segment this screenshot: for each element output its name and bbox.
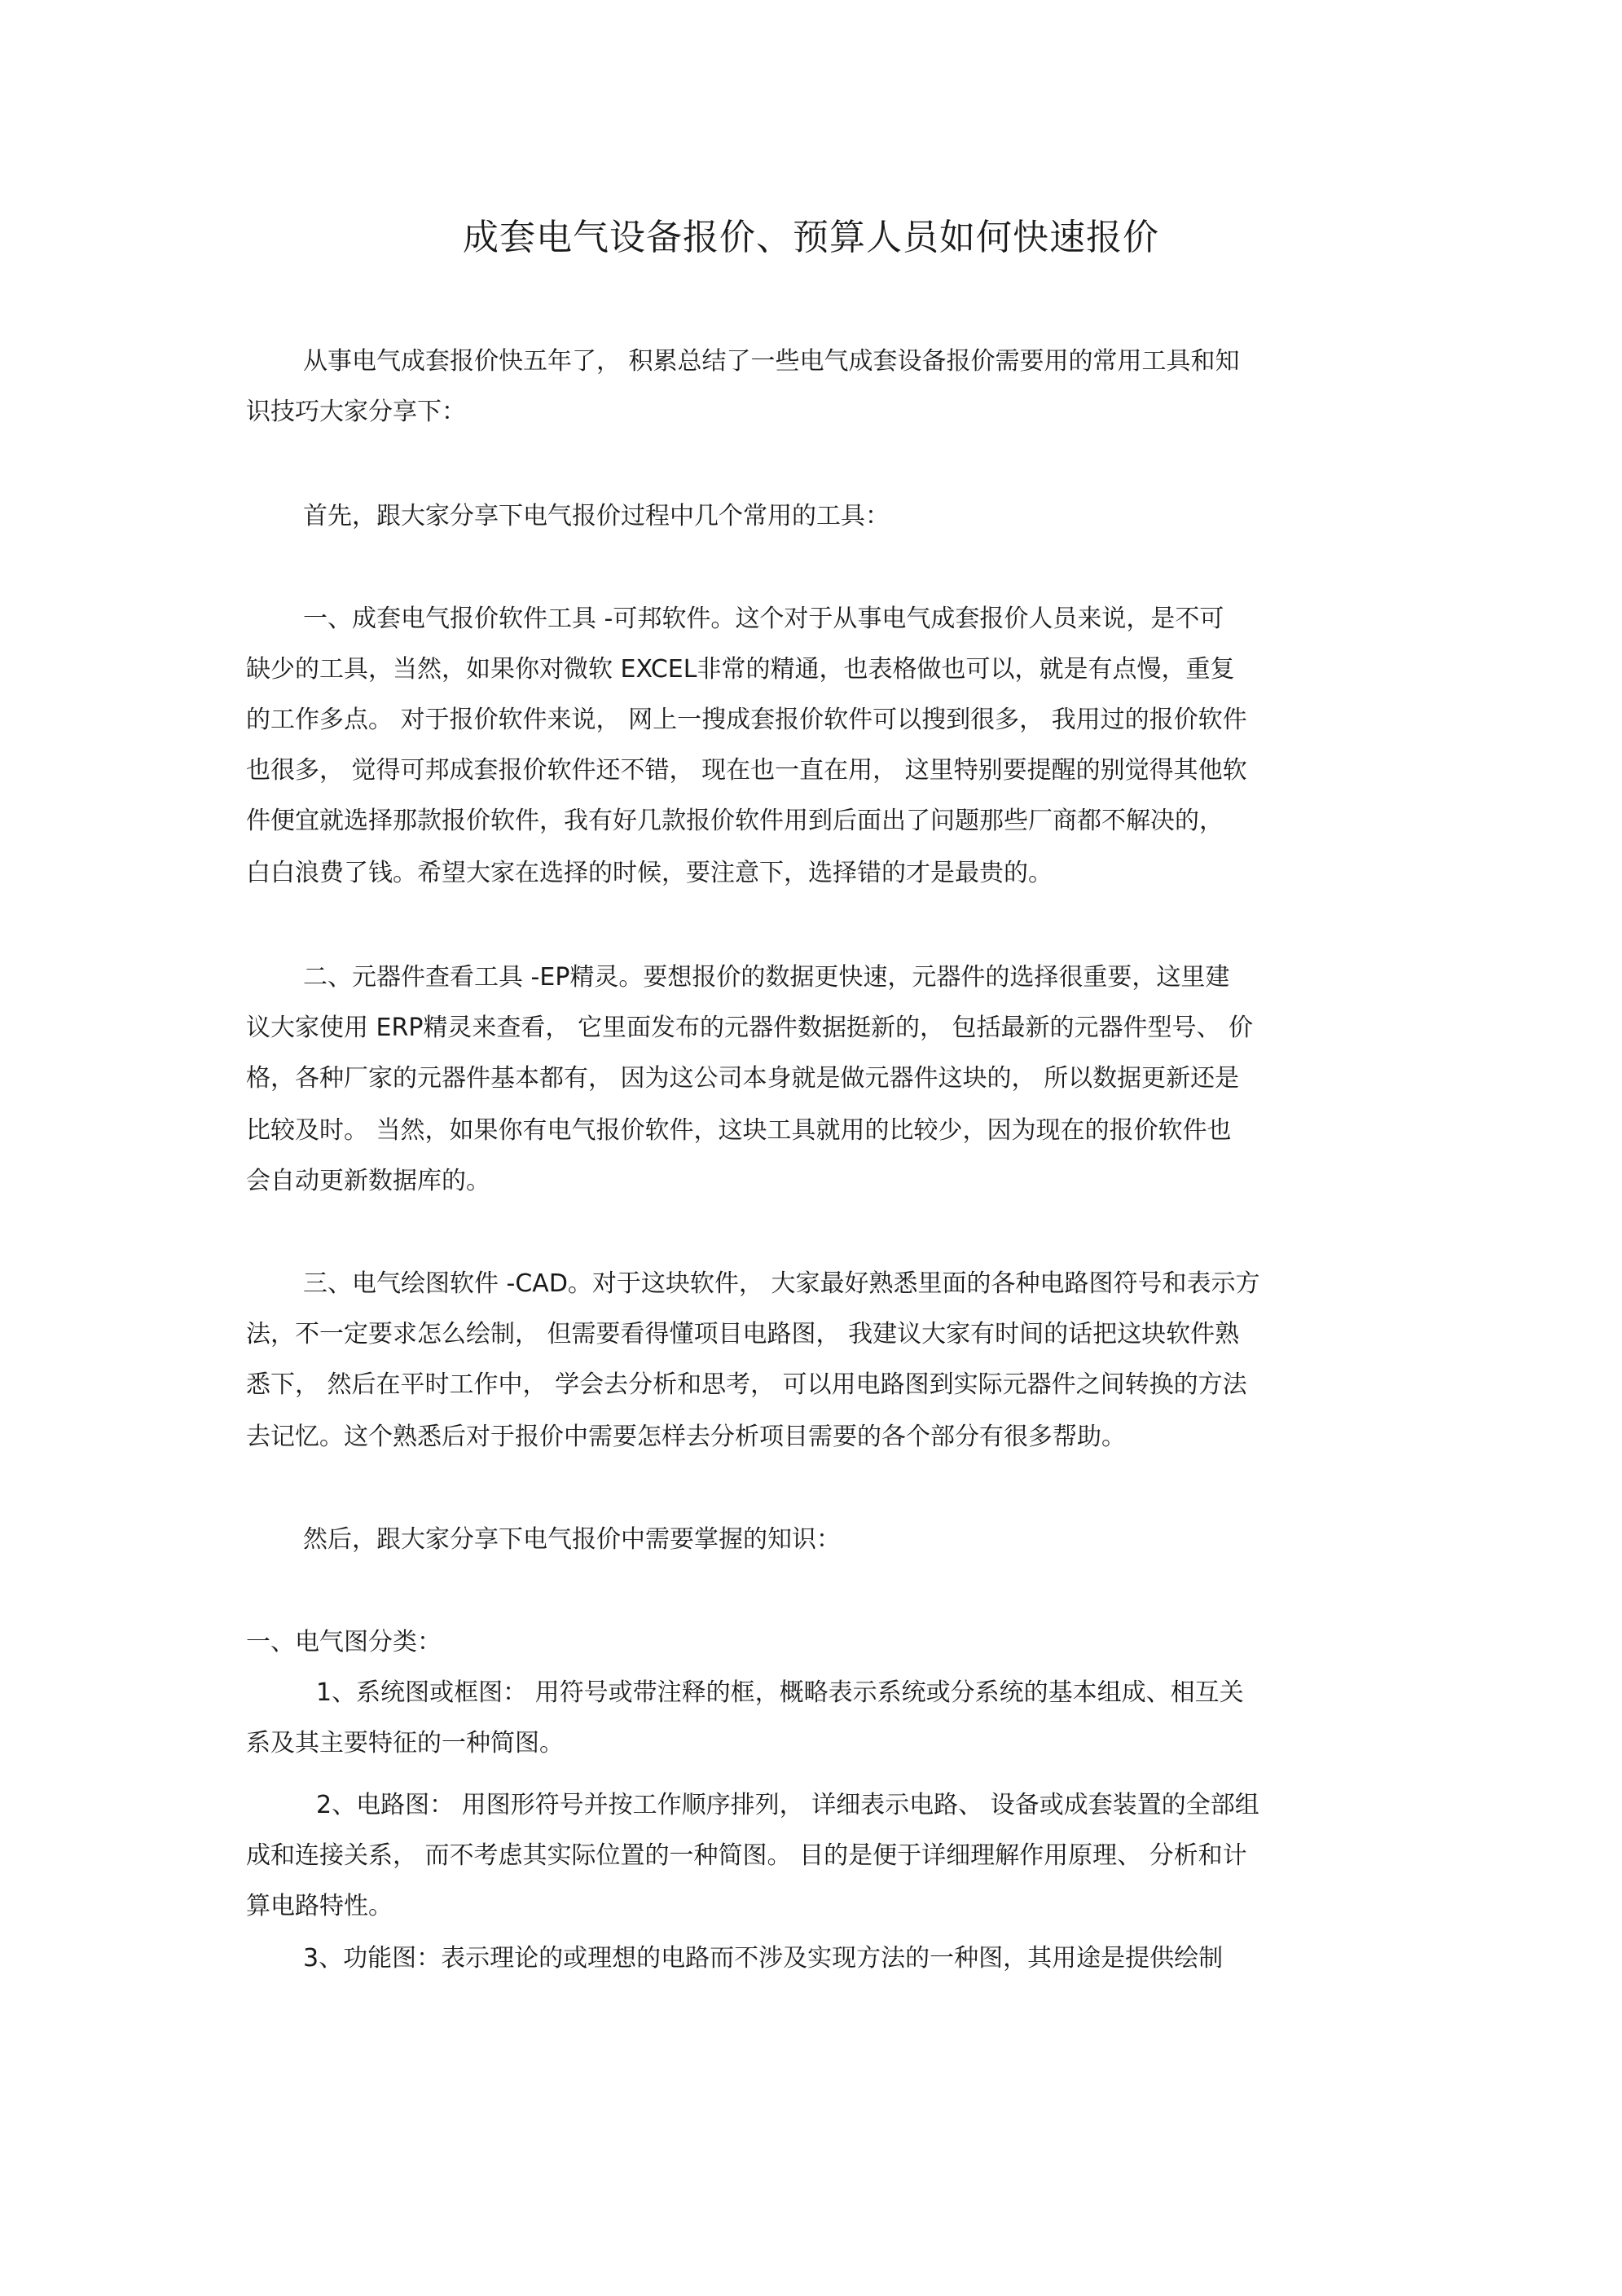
- tool2-line-2: 议大家使用 ERP精灵来查看， 它里面发布的元器件数据挺新的， 包括最新的元器件型号、 价: [246, 1014, 1254, 1042]
- tool1-line-6: 白白浪费了钱。希望大家在选择的时候，要注意下，选择错的才是最贵的。: [246, 859, 1053, 887]
- tool1-line-1: 一、成套电气报价软件工具 -可邦软件。这个对于从事电气成套报价人员来说，是不可: [303, 605, 1224, 633]
- intro-line-2: 识技巧大家分享下：: [246, 398, 466, 426]
- tool1-line-5: 件便宜就选择那款报价软件，我有好几款报价软件用到后面出了问题那些厂商都不解决的，: [246, 807, 1224, 835]
- item2-line-3: 算电路特性。: [246, 1892, 393, 1920]
- tool3-line-1: 三、电气绘图软件 -CAD。对于这块软件， 大家最好熟悉里面的各种电路图符号和表示方: [303, 1269, 1260, 1298]
- knowledge-intro: 然后，跟大家分享下电气报价中需要掌握的知识：: [303, 1525, 841, 1554]
- tools-intro: 首先，跟大家分享下电气报价过程中几个常用的工具：: [303, 502, 890, 530]
- tool2-line-1: 二、元器件查看工具 -EP精灵。要想报价的数据更快速，元器件的选择很重要，这里建: [303, 963, 1230, 992]
- tool1-line-2: 缺少的工具，当然，如果你对微软 EXCEL非常的精通，也表格做也可以，就是有点慢，重复: [246, 655, 1235, 684]
- item1-line-2: 系及其主要特征的一种简图。: [246, 1729, 564, 1757]
- tool1-line-3: 的工作多点。 对于报价软件来说， 网上一搜成套报价软件可以搜到很多， 我用过的报价软件: [246, 706, 1247, 734]
- tool3-line-2: 法，不一定要求怎么绘制， 但需要看得懂项目电路图， 我建议大家有时间的话把这块软件熟: [246, 1320, 1240, 1348]
- section1-heading: 一、电气图分类：: [246, 1628, 442, 1656]
- item2-line-1: 2、电路图： 用图形符号并按工作顺序排列， 详细表示电路、 设备或成套装置的全部组: [316, 1791, 1259, 1819]
- item2-line-2: 成和连接关系， 而不考虑其实际位置的一种简图。 目的是便于详细理解作用原理、 分析和计: [246, 1841, 1247, 1870]
- intro-line-1: 从事电气成套报价快五年了， 积累总结了一些电气成套设备报价需要用的常用工具和知: [303, 347, 1240, 376]
- tool2-line-5: 会自动更新数据库的。: [246, 1167, 490, 1195]
- item1-line-1: 1、系统图或框图： 用符号或带注释的框，概略表示系统或分系统的基本组成、相互关: [316, 1678, 1244, 1707]
- tool2-line-4: 比较及时。 当然，如果你有电气报价软件，这块工具就用的比较少，因为现在的报价软件也: [246, 1116, 1232, 1145]
- document-title: 成套电气设备报价、预算人员如何快速报价: [463, 217, 1159, 258]
- tool1-line-4: 也很多， 觉得可邦成套报价软件还不错， 现在也一直在用， 这里特别要提醒的别觉得其他软: [246, 756, 1247, 785]
- tool3-line-4: 去记忆。这个熟悉后对于报价中需要怎样去分析项目需要的各个部分有很多帮助。: [246, 1423, 1126, 1451]
- tool3-line-3: 悉下， 然后在平时工作中， 学会去分析和思考， 可以用电路图到实际元器件之间转换的方法: [246, 1370, 1247, 1399]
- item3-line-1: 3、功能图：表示理论的或理想的电路而不涉及实现方法的一种图，其用途是提供绘制: [303, 1944, 1224, 1973]
- tool2-line-3: 格，各种厂家的元器件基本都有， 因为这公司本身就是做元器件这块的， 所以数据更新还是: [246, 1064, 1240, 1093]
